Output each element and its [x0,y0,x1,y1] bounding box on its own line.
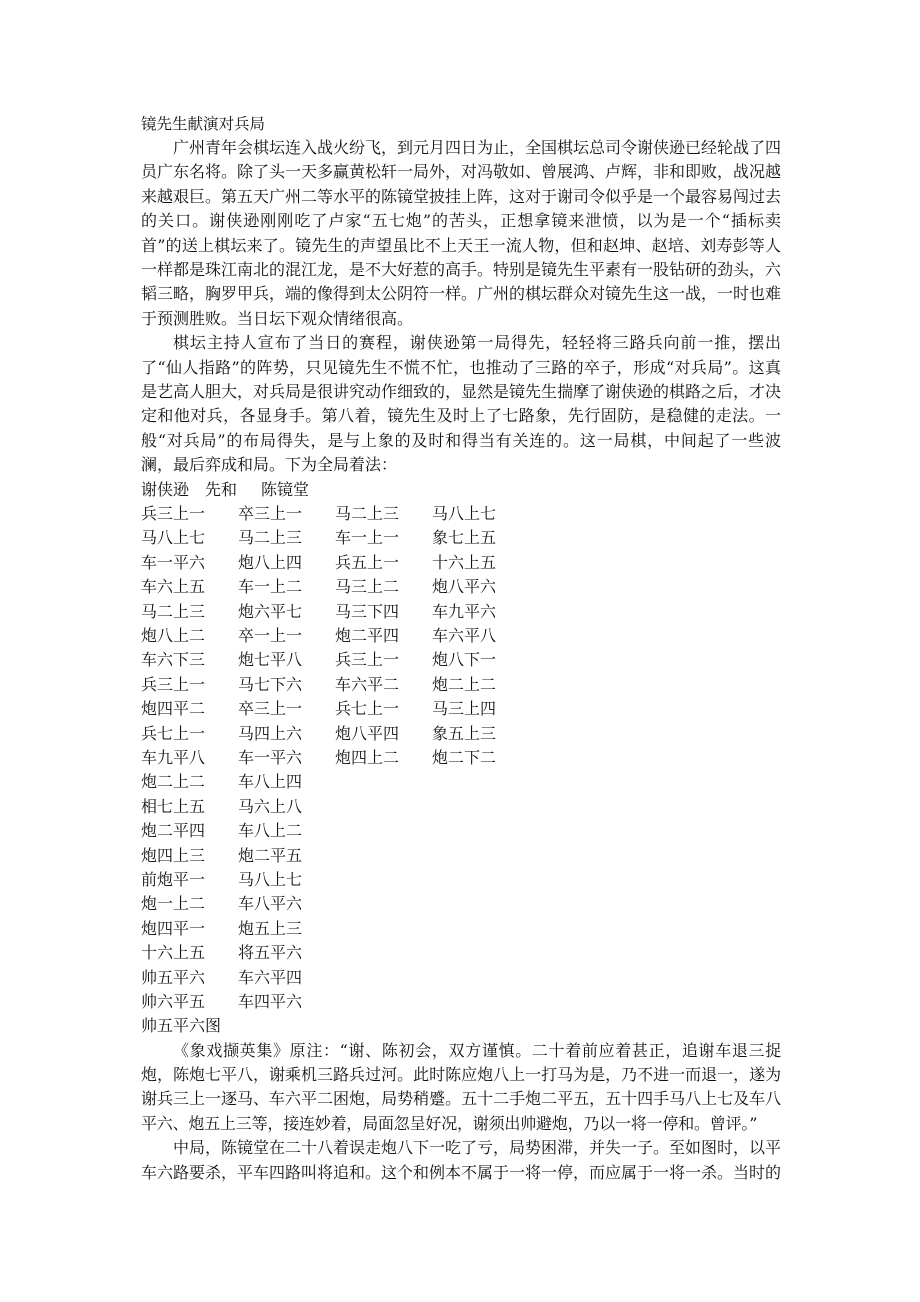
figure-caption: 帅五平六图 [141,1016,222,1036]
move-cell: 车六上五 [141,577,206,597]
move-cell: 兵三上一 [141,674,206,694]
move-cell: 炮四上二 [335,747,400,767]
move-row [141,600,781,624]
move-cell: 象七上五 [432,528,497,548]
move-cell: 马八上七 [432,504,497,524]
move-cell: 兵七上一 [335,699,400,719]
move-row [141,990,781,1014]
move-cell: 车四平六 [238,991,303,1011]
move-cell: 炮八平六 [432,577,497,597]
move-row [141,624,781,648]
move-row [141,941,781,965]
move-cell: 炮二下二 [432,747,497,767]
annotation-paragraph: 《象戏撷英集》原注：“谢、陈初会，双方谨慎。二十着前应着甚正，追谢车退三捉炮，陈炮七平八，谢乘机三路兵过河。此时陈应炮八上一打马为是，乃不进一而退一，遂为谢兵三上一逐马、车六平二困炮，局势稍蹙。五十二手炮二平五，五十四手马八上七及车八平六、炮五上三等，接连妙着，局面忽呈好况，谢须出帅避炮，乃以一将一停和。曾评。” [141,1040,781,1133]
move-row [141,892,781,916]
move-cell: 马二上三 [335,504,400,524]
move-cell: 马二上三 [141,601,206,621]
move-cell: 马七下六 [238,674,303,694]
move-cell: 象五上三 [432,723,497,743]
move-cell: 马三下四 [335,601,400,621]
move-cell: 兵七上一 [141,723,206,743]
move-cell: 炮二上二 [432,674,497,694]
move-row [141,673,781,697]
move-cell: 炮四上三 [141,845,206,865]
move-cell: 卒三上一 [238,504,303,524]
move-cell: 炮八上二 [141,626,206,646]
move-cell: 车八平六 [238,894,303,914]
move-cell: 十六上五 [432,552,497,572]
move-cell: 炮二平四 [335,626,400,646]
move-row [141,722,781,746]
move-row [141,575,781,599]
game-header [141,478,781,502]
move-row [141,697,781,721]
move-cell: 车六平四 [238,967,303,987]
move-cell: 相七上五 [141,796,206,816]
move-cell: 将五平六 [238,943,303,963]
move-row [141,795,781,819]
document-page [141,112,781,1185]
move-row [141,502,781,526]
move-cell: 兵五上一 [335,552,400,572]
move-row [141,819,781,843]
move-cell: 车一上二 [238,577,303,597]
move-row [141,648,781,672]
red-player-name: 谢侠逊 [141,479,190,499]
move-cell: 车八上二 [238,821,303,841]
move-cell: 车六下三 [141,650,206,670]
move-cell: 炮六平七 [238,601,303,621]
move-row [141,551,781,575]
move-row [141,966,781,990]
move-cell: 炮八下一 [432,650,497,670]
game-result: 先和 [205,479,238,499]
move-cell: 马三上四 [432,699,497,719]
move-cell: 车一平六 [141,552,206,572]
move-cell: 卒一上一 [238,626,303,646]
move-cell: 前炮平一 [141,869,206,889]
move-row [141,770,781,794]
move-row [141,526,781,550]
move-cell: 车六平八 [432,626,497,646]
move-cell: 炮四平二 [141,699,206,719]
move-cell: 车一上一 [335,528,400,548]
move-row [141,746,781,770]
move-cell: 车九平八 [141,747,206,767]
move-cell: 炮二平五 [238,845,303,865]
move-cell: 兵三上一 [335,650,400,670]
move-cell: 马三上二 [335,577,400,597]
intro-paragraph-1: 广州青年会棋坛连入战火纷飞，到元月四日为止，全国棋坛总司令谢侠逊已经轮战了四员广东名将。除了头一天多赢黄松轩一局外，对冯敬如、曾展鸿、卢辉，非和即败，战况越来越艰巨。第五天广州二等水平的陈镜堂披挂上阵，这对于谢司令似乎是一个最容易闯过去的关口。谢侠逊刚刚吃了卢家“五七炮”的苦头，正想拿镜来泄愤，以为是一个“插标卖首”的送上棋坛来了。镜先生的声望虽比不上天王一流人物，但和赵坤、赵培、刘寿彭等人一样都是珠江南北的混江龙，是不大好惹的高手。特别是镜先生平素有一股钻研的劲头，六韬三略，胸罗甲兵，端的像得到太公阴符一样。广州的棋坛群众对镜先生这一战，一时也难于预测胜败。当日坛下观众情绪很高。 [141,138,782,328]
move-row [141,844,781,868]
intro-paragraph-2: 棋坛主持人宣布了当日的赛程，谢侠逊第一局得先，轻轻将三路兵向前一推，摆出了“仙人指路”的阵势，只见镜先生不慌不忙，也推动了三路的卒子，形成“对兵局”。这真是艺高人胆大，对兵局是很讲究动作细致的，显然是镜先生揣摩了谢侠逊的棋路之后，才决定和他对兵，各显身手。第八着，镜先生及时上了七路象，先行固防，是稳健的走法。一般“对兵局”的布局得失，是与上象的及时和得当有关连的。这一局棋，中间起了一些波澜，最后弈成和局。下为全局着法： [141,333,782,475]
move-cell: 马八上七 [141,528,206,548]
move-cell: 车一平六 [238,747,303,767]
move-cell: 马八上七 [238,869,303,889]
move-cell: 车八上四 [238,772,303,792]
move-cell: 炮八上四 [238,552,303,572]
commentary-paragraph: 中局，陈镜堂在二十八着误走炮八下一吃了亏，局势困滞，并失一子。至如图时，以平车六路要杀，平车四路叫将追和。这个和例本不属于一将一停，而应属于一将一杀。当时的 [141,1138,782,1182]
move-row [141,868,781,892]
move-cell: 车九平六 [432,601,497,621]
move-cell: 帅六平五 [141,991,206,1011]
move-cell: 炮二平四 [141,821,206,841]
black-player-name: 陈镜堂 [261,479,310,499]
move-cell: 炮八平四 [335,723,400,743]
move-cell: 车六平二 [335,674,400,694]
move-cell: 炮七平八 [238,650,303,670]
move-cell: 炮一上二 [141,894,206,914]
move-row [141,917,781,941]
move-cell: 炮二上二 [141,772,206,792]
move-cell: 马二上三 [238,528,303,548]
move-cell: 马四上六 [238,723,303,743]
move-cell: 十六上五 [141,943,206,963]
move-cell: 炮四平一 [141,918,206,938]
move-cell: 兵三上一 [141,504,206,524]
move-list [141,502,781,1014]
move-cell: 卒三上一 [238,699,303,719]
move-cell: 马六上八 [238,796,303,816]
document-title: 镜先生献演对兵局 [141,115,266,133]
move-cell: 炮五上三 [238,918,303,938]
move-cell: 帅五平六 [141,967,206,987]
